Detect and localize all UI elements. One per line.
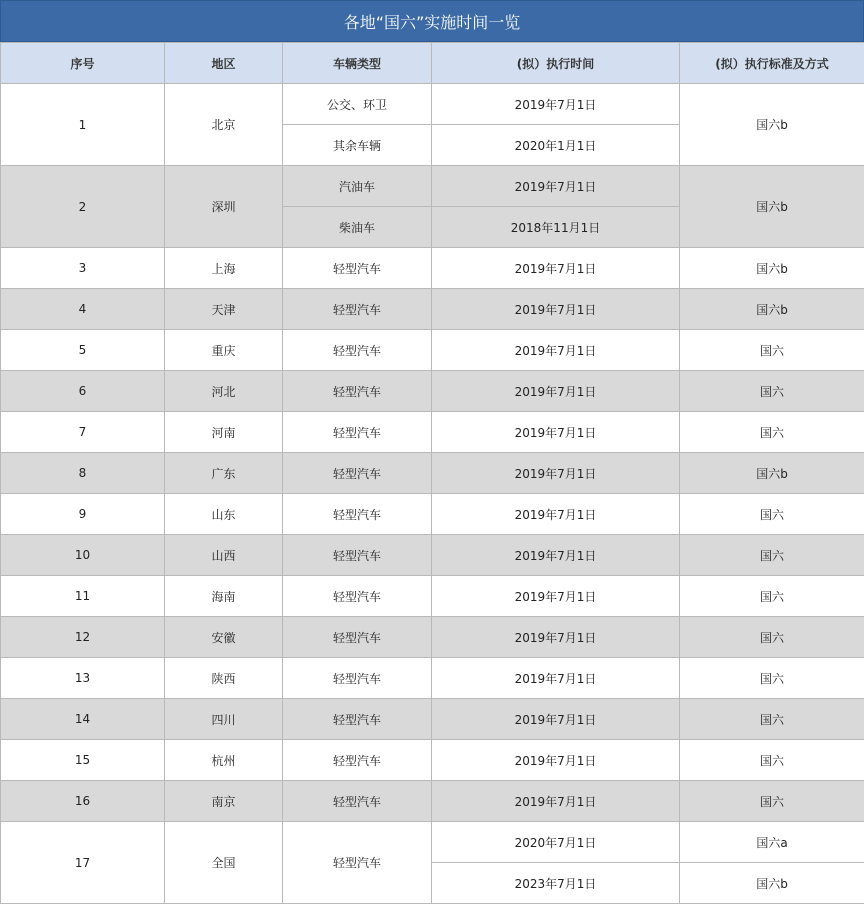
table-row [1,822,864,863]
cell-no: 17 [1,822,165,904]
cell-no: 13 [1,658,165,699]
cell-date: 2020年7月1日 [432,822,680,863]
cell-standard: 国六 [680,412,864,453]
table-row [1,781,864,822]
cell-vehicle-type: 轻型汽车 [283,699,432,740]
cell-region: 河北 [165,371,283,412]
cell-vehicle-type: 轻型汽车 [283,371,432,412]
table-row [1,740,864,781]
cell-no: 15 [1,740,165,781]
table-row [1,535,864,576]
cell-standard: 国六b [680,248,864,289]
cell-no: 6 [1,371,165,412]
cell-no: 7 [1,412,165,453]
cell-standard: 国六 [680,535,864,576]
cell-date: 2019年7月1日 [432,658,680,699]
cell-standard: 国六 [680,781,864,822]
cell-standard: 国六b [680,289,864,330]
cell-standard: 国六 [680,371,864,412]
header-vehicle-type: 车辆类型 [283,43,432,84]
cell-standard: 国六 [680,658,864,699]
cell-standard: 国六a [680,822,864,863]
table-body [1,84,864,904]
cell-vehicle-type: 轻型汽车 [283,781,432,822]
cell-date: 2019年7月1日 [432,412,680,453]
cell-region: 南京 [165,781,283,822]
cell-vehicle-type: 轻型汽车 [283,822,432,904]
cell-date: 2019年7月1日 [432,781,680,822]
cell-standard: 国六 [680,740,864,781]
cell-no: 11 [1,576,165,617]
cell-vehicle-type: 轻型汽车 [283,494,432,535]
table-row [1,248,864,289]
cell-date: 2019年7月1日 [432,494,680,535]
table-row [1,658,864,699]
table-row [1,330,864,371]
cell-date: 2019年7月1日 [432,166,680,207]
header-no: 序号 [1,43,165,84]
header-date: (拟）执行时间 [432,43,680,84]
cell-vehicle-type: 轻型汽车 [283,453,432,494]
cell-date: 2023年7月1日 [432,863,680,904]
cell-region: 海南 [165,576,283,617]
header-row [1,43,864,84]
cell-region: 广东 [165,453,283,494]
cell-no: 4 [1,289,165,330]
cell-standard: 国六 [680,699,864,740]
cell-date: 2020年1月1日 [432,125,680,166]
cell-vehicle-type: 轻型汽车 [283,658,432,699]
cell-date: 2019年7月1日 [432,289,680,330]
cell-vehicle-type: 柴油车 [283,207,432,248]
cell-region: 深圳 [165,166,283,248]
cell-standard: 国六 [680,576,864,617]
cell-date: 2019年7月1日 [432,248,680,289]
table-row [1,494,864,535]
cell-standard: 国六b [680,166,864,248]
table-row [1,412,864,453]
cell-date: 2019年7月1日 [432,84,680,125]
table-row [1,84,864,125]
cell-date: 2019年7月1日 [432,371,680,412]
table-row [1,453,864,494]
cell-date: 2019年7月1日 [432,740,680,781]
cell-region: 杭州 [165,740,283,781]
cell-date: 2019年7月1日 [432,699,680,740]
cell-standard: 国六b [680,453,864,494]
cell-no: 10 [1,535,165,576]
cell-region: 安徽 [165,617,283,658]
cell-region: 河南 [165,412,283,453]
cell-date: 2019年7月1日 [432,617,680,658]
table-row [1,617,864,658]
cell-vehicle-type: 其余车辆 [283,125,432,166]
cell-vehicle-type: 轻型汽车 [283,535,432,576]
table-row [1,371,864,412]
cell-vehicle-type: 轻型汽车 [283,330,432,371]
cell-no: 9 [1,494,165,535]
cell-region: 上海 [165,248,283,289]
cell-no: 3 [1,248,165,289]
table-title: 各地“国六”实施时间一览 [0,0,864,42]
table-row [1,699,864,740]
cell-standard: 国六b [680,863,864,904]
cell-region: 陕西 [165,658,283,699]
cell-standard: 国六b [680,84,864,166]
cell-no: 16 [1,781,165,822]
cell-no: 5 [1,330,165,371]
header-region: 地区 [165,43,283,84]
cell-region: 北京 [165,84,283,166]
cell-vehicle-type: 轻型汽车 [283,617,432,658]
cell-vehicle-type: 汽油车 [283,166,432,207]
cell-standard: 国六 [680,330,864,371]
table-row [1,166,864,207]
cell-region: 山东 [165,494,283,535]
cell-vehicle-type: 公交、环卫 [283,84,432,125]
cell-date: 2018年11月1日 [432,207,680,248]
cell-region: 四川 [165,699,283,740]
cell-vehicle-type: 轻型汽车 [283,412,432,453]
cell-vehicle-type: 轻型汽车 [283,248,432,289]
cell-no: 8 [1,453,165,494]
cell-standard: 国六 [680,494,864,535]
cell-vehicle-type: 轻型汽车 [283,289,432,330]
cell-date: 2019年7月1日 [432,330,680,371]
table-row [1,289,864,330]
table-row [1,576,864,617]
cell-no: 2 [1,166,165,248]
cell-region: 全国 [165,822,283,904]
cell-standard: 国六 [680,617,864,658]
cell-no: 1 [1,84,165,166]
header-standard: (拟）执行标准及方式 [680,43,864,84]
cell-vehicle-type: 轻型汽车 [283,740,432,781]
cell-date: 2019年7月1日 [432,576,680,617]
cell-region: 重庆 [165,330,283,371]
cell-region: 天津 [165,289,283,330]
cell-region: 山西 [165,535,283,576]
cell-no: 12 [1,617,165,658]
cell-no: 14 [1,699,165,740]
cell-vehicle-type: 轻型汽车 [283,576,432,617]
cell-date: 2019年7月1日 [432,535,680,576]
implementation-table [0,42,864,904]
cell-date: 2019年7月1日 [432,453,680,494]
